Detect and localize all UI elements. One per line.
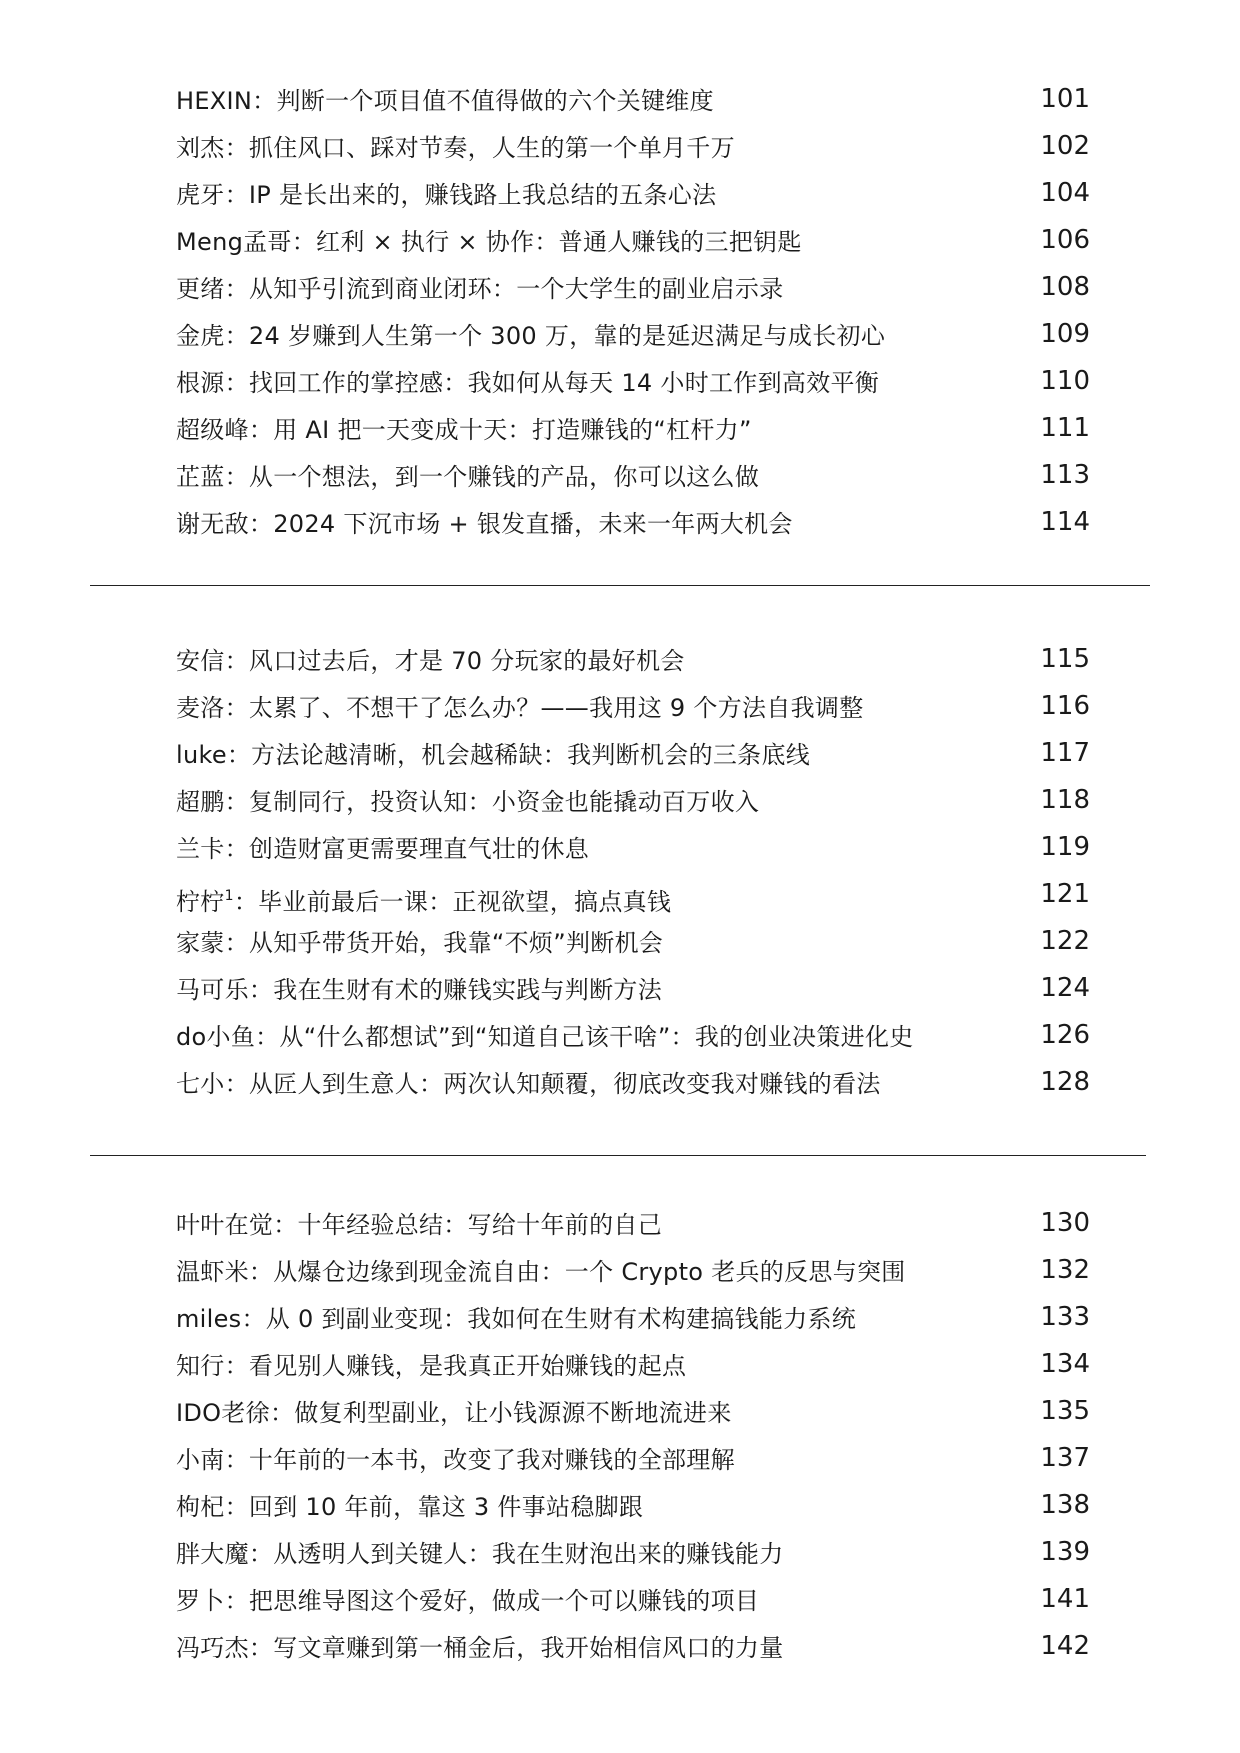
entry-title-rest: ：毕业前最后一课：正视欲望，搞点真钱 [233, 888, 672, 916]
entry-title: 虎牙：IP 是长出来的，赚钱路上我总结的五条心法 [176, 181, 717, 209]
toc-entry[interactable] [0, 928, 1240, 975]
entry-title: 罗卜：把思维导图这个爱好，做成一个可以赚钱的项目 [176, 1587, 760, 1615]
entry-title: Meng孟哥：红利 × 执行 × 协作：普通人赚钱的三把钥匙 [176, 228, 802, 256]
entry-page-number: 116 [1040, 691, 1090, 721]
toc-entry[interactable] [0, 274, 1240, 321]
entry-page-number: 108 [1040, 272, 1090, 302]
entry-title: 枸杞：回到 10 年前，靠这 3 件事站稳脚跟 [176, 1493, 644, 1521]
entry-page-number: 118 [1040, 785, 1090, 815]
entry-page-number: 117 [1040, 738, 1090, 768]
entry-title: 金虎：24 岁赚到人生第一个 300 万，靠的是延迟满足与成长初心 [176, 322, 886, 350]
toc-entry[interactable] [0, 1398, 1240, 1445]
entry-page-number: 142 [1040, 1631, 1090, 1661]
entry-author: 柠柠 [176, 888, 225, 916]
footnote-marker[interactable]: 1 [224, 888, 234, 904]
entry-page-number: 122 [1040, 926, 1090, 956]
entry-title: 刘杰：抓住风口、踩对节奏，人生的第一个单月千万 [176, 134, 735, 162]
toc-entry[interactable] [0, 834, 1240, 881]
entry-title: 超级峰：用 AI 把一天变成十天：打造赚钱的“杠杆力” [176, 416, 752, 444]
entry-page-number: 101 [1040, 84, 1090, 114]
entry-page-number: 138 [1040, 1490, 1090, 1520]
entry-title: 安信：风口过去后，才是 70 分玩家的最好机会 [176, 647, 685, 675]
section-divider [90, 1155, 1146, 1156]
entry-title: 麦洛：太累了、不想干了怎么办？——我用这 9 个方法自我调整 [176, 694, 864, 722]
entry-page-number: 110 [1040, 366, 1090, 396]
toc-entry[interactable] [0, 1210, 1240, 1257]
entry-page-number: 132 [1040, 1255, 1090, 1285]
entry-page-number: 104 [1040, 178, 1090, 208]
entry-title: HEXIN：判断一个项目值不值得做的六个关键维度 [176, 87, 714, 115]
entry-title: 叶叶在觉：十年经验总结：写给十年前的自己 [176, 1211, 662, 1239]
toc-entry[interactable] [0, 462, 1240, 509]
toc-entry[interactable] [0, 227, 1240, 274]
toc-entry[interactable] [0, 180, 1240, 227]
entry-title: 温虾米：从爆仓边缘到现金流自由：一个 Crypto 老兵的反思与突围 [176, 1258, 906, 1286]
entry-title: 芷蓝：从一个想法，到一个赚钱的产品，你可以这么做 [176, 463, 760, 491]
entry-page-number: 111 [1040, 413, 1090, 443]
toc-entry[interactable] [0, 321, 1240, 368]
entry-page-number: 128 [1040, 1067, 1090, 1097]
toc-entry[interactable] [0, 1633, 1240, 1680]
toc-entry[interactable] [0, 368, 1240, 415]
toc-entry[interactable] [0, 1022, 1240, 1069]
entry-title: 更绪：从知乎引流到商业闭环：一个大学生的副业启示录 [176, 275, 784, 303]
entry-title: 家蒙：从知乎带货开始，我靠“不烦”判断机会 [176, 929, 664, 957]
entry-page-number: 130 [1040, 1208, 1090, 1238]
toc-entry[interactable] [0, 86, 1240, 133]
toc-entry[interactable] [0, 1351, 1240, 1398]
toc-entry[interactable] [0, 740, 1240, 787]
toc-entry[interactable] [0, 415, 1240, 462]
toc-entry[interactable] [0, 1539, 1240, 1586]
toc-entry[interactable] [0, 133, 1240, 180]
entry-title [176, 881, 671, 917]
entry-title: 七小：从匠人到生意人：两次认知颠覆，彻底改变我对赚钱的看法 [176, 1070, 881, 1098]
toc-entry[interactable] [0, 693, 1240, 740]
toc-entry[interactable] [0, 1304, 1240, 1351]
entry-title: 冯巧杰：写文章赚到第一桶金后，我开始相信风口的力量 [176, 1634, 784, 1662]
toc-entry[interactable] [0, 975, 1240, 1022]
toc-entry[interactable] [0, 787, 1240, 834]
entry-page-number: 115 [1040, 644, 1090, 674]
entry-title: 小南：十年前的一本书，改变了我对赚钱的全部理解 [176, 1446, 735, 1474]
entry-title: IDO老徐：做复利型副业，让小钱源源不断地流进来 [176, 1399, 732, 1427]
entry-title: 知行：看见别人赚钱，是我真正开始赚钱的起点 [176, 1352, 687, 1380]
toc-entry[interactable] [0, 881, 1240, 928]
entry-page-number: 135 [1040, 1396, 1090, 1426]
entry-title: 超鹏：复制同行，投资认知：小资金也能撬动百万收入 [176, 788, 760, 816]
toc-entry[interactable] [0, 1445, 1240, 1492]
entry-page-number: 141 [1040, 1584, 1090, 1614]
entry-page-number: 137 [1040, 1443, 1090, 1473]
toc-entry[interactable] [0, 1069, 1240, 1116]
entry-title: 兰卡：创造财富更需要理直气壮的休息 [176, 835, 590, 863]
toc-entry[interactable] [0, 1257, 1240, 1304]
entry-page-number: 126 [1040, 1020, 1090, 1050]
entry-title: 马可乐：我在生财有术的赚钱实践与判断方法 [176, 976, 662, 1004]
entry-page-number: 124 [1040, 973, 1090, 1003]
entry-page-number: 106 [1040, 225, 1090, 255]
entry-page-number: 121 [1040, 879, 1090, 909]
entry-page-number: 139 [1040, 1537, 1090, 1567]
entry-title: miles：从 0 到副业变现：我如何在生财有术构建搞钱能力系统 [176, 1305, 857, 1333]
entry-page-number: 113 [1040, 460, 1090, 490]
entry-title: 胖大魔：从透明人到关键人：我在生财泡出来的赚钱能力 [176, 1540, 784, 1568]
toc-entry[interactable] [0, 1586, 1240, 1633]
entry-page-number: 102 [1040, 131, 1090, 161]
entry-page-number: 119 [1040, 832, 1090, 862]
entry-title: do小鱼：从“什么都想试”到“知道自己该干啥”：我的创业决策进化史 [176, 1023, 914, 1051]
entry-title: 根源：找回工作的掌控感：我如何从每天 14 小时工作到高效平衡 [176, 369, 880, 397]
toc-entry[interactable] [0, 646, 1240, 693]
toc-entry[interactable] [0, 509, 1240, 556]
entry-title: 谢无敌：2024 下沉市场 + 银发直播，未来一年两大机会 [176, 510, 793, 538]
entry-page-number: 133 [1040, 1302, 1090, 1332]
entry-page-number: 134 [1040, 1349, 1090, 1379]
entry-page-number: 109 [1040, 319, 1090, 349]
section-divider [90, 585, 1150, 586]
entry-title: luke：方法论越清晰，机会越稀缺：我判断机会的三条底线 [176, 741, 811, 769]
entry-page-number: 114 [1040, 507, 1090, 537]
toc-entry[interactable] [0, 1492, 1240, 1539]
